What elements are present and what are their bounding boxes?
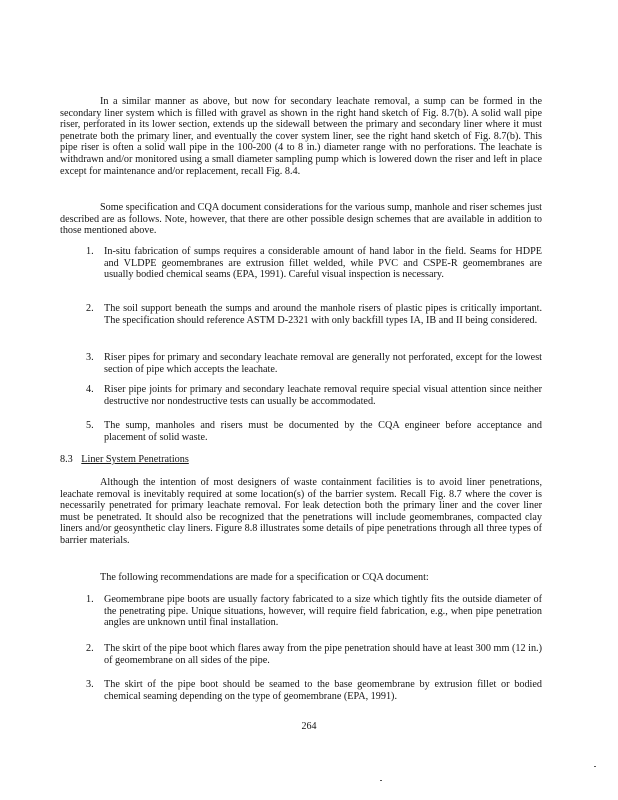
paragraph-secondary-sump: In a similar manner as above, but now for secondary leachate removal, a sump can be formed in the secondary liner system which is filled with gravel as shown in the right hand sketch of Fig. 8.7(b). A solid wall pipe riser, perforated in its lower section, extends up the sidewall between the primary and secondary liner where it must penetrate both the primary liner, and eventually the cover system liner, see the right hand sketch of Fig. 8.7(b). This pipe riser is often a solid wall pipe in the 100-200 (4 to 8 in.) diameter range with no perforations. The leachate is withdrawn and/or monitored using a small diameter sampling pump which is lowered down the riser and left in place except for maintenance and/or replacement, recall Fig. 8.4. (60, 96, 542, 177)
list-item-text: Riser pipe joints for primary and secondary leachate removal require special visual attention since neither destructive nor nondestructive tests can usually be accommodated. (104, 384, 542, 407)
list-item (86, 303, 542, 326)
list-item-text: The skirt of the pipe boot should be seamed to the base geomembrane by extrusion fillet or bodied chemical seaming depending on the type of geomembrane (EPA, 1991). (104, 679, 542, 702)
list-item-number: 3. (86, 679, 94, 690)
list-item-number: 4. (86, 384, 94, 395)
section-heading (60, 454, 189, 466)
paragraph-liner-penetrations: Although the intention of most designers of waste containment facilities is to avoid liner penetrations, leachate removal is inevitably required at some location(s) of the barrier system. Recall Fig. 8.7 where the cover is necessarily penetrated for primary leachate removal. For leak detection both the primary liner and the cover liner must be penetrated. It should also be recognized that the penetrations will include geomembranes, compacted clay liners and/or geosynthetic clay liners. Figure 8.8 illustrates some details of pipe penetrations through all three types of barrier materials. (60, 477, 542, 546)
paragraph-cqa-considerations: Some specification and CQA document considerations for the various sump, manhole and riser schemes just described are as follows. Note, however, that there are other possible design schemes that are available in addition to those mentioned above. (60, 202, 542, 237)
list-item (86, 352, 542, 375)
list-item-number: 1. (86, 594, 94, 605)
list-item-number: 2. (86, 303, 94, 314)
list-item-text: Riser pipes for primary and secondary leachate removal are generally not perforated, except for the lowest section of pipe which accepts the leachate. (104, 352, 542, 375)
list-item (86, 420, 542, 443)
section-title: Liner System Penetrations (81, 454, 189, 465)
list-item (86, 246, 542, 281)
list-item-number: 5. (86, 420, 94, 431)
scan-artifact (594, 766, 596, 767)
page-number: 264 (301, 721, 317, 732)
list-item-text: The sump, manholes and risers must be documented by the CQA engineer before acceptance and placement of solid waste. (104, 420, 542, 443)
list-item (86, 643, 542, 666)
list-item (86, 594, 542, 629)
list-item (86, 384, 542, 407)
paragraph-recommendations-intro: The following recommendations are made for a specification or CQA document: (100, 572, 429, 583)
list-item-text: The soil support beneath the sumps and around the manhole risers of plastic pipes is critically important. The specification should reference ASTM D-2321 with only backfill types IA, IB and II being considered. (104, 303, 542, 326)
list-item-number: 2. (86, 643, 94, 654)
list-item-text: The skirt of the pipe boot which flares away from the pipe penetration should have at least 300 mm (12 in.) of geomembrane on all sides of the pipe. (104, 643, 542, 666)
list-item-number: 1. (86, 246, 94, 257)
scan-artifact (380, 780, 382, 781)
list-item-text: In-situ fabrication of sumps requires a considerable amount of hand labor in the field. Seams for HDPE and VLDPE geomembranes are extrusion fillet welded, while PVC and CSPE-R geomembranes are usually bodied chemical seams (EPA, 1991). Careful visual inspection is necessary. (104, 246, 542, 281)
section-number: 8.3 (60, 454, 73, 465)
list-item-number: 3. (86, 352, 94, 363)
list-item (86, 679, 542, 702)
list-item-text: Geomembrane pipe boots are usually factory fabricated to a size which tightly fits the outside diameter of the penetrating pipe. Unique situations, however, will require field fabrication, e.g., when pipe penetration angles are unknown until final installation. (104, 594, 542, 629)
